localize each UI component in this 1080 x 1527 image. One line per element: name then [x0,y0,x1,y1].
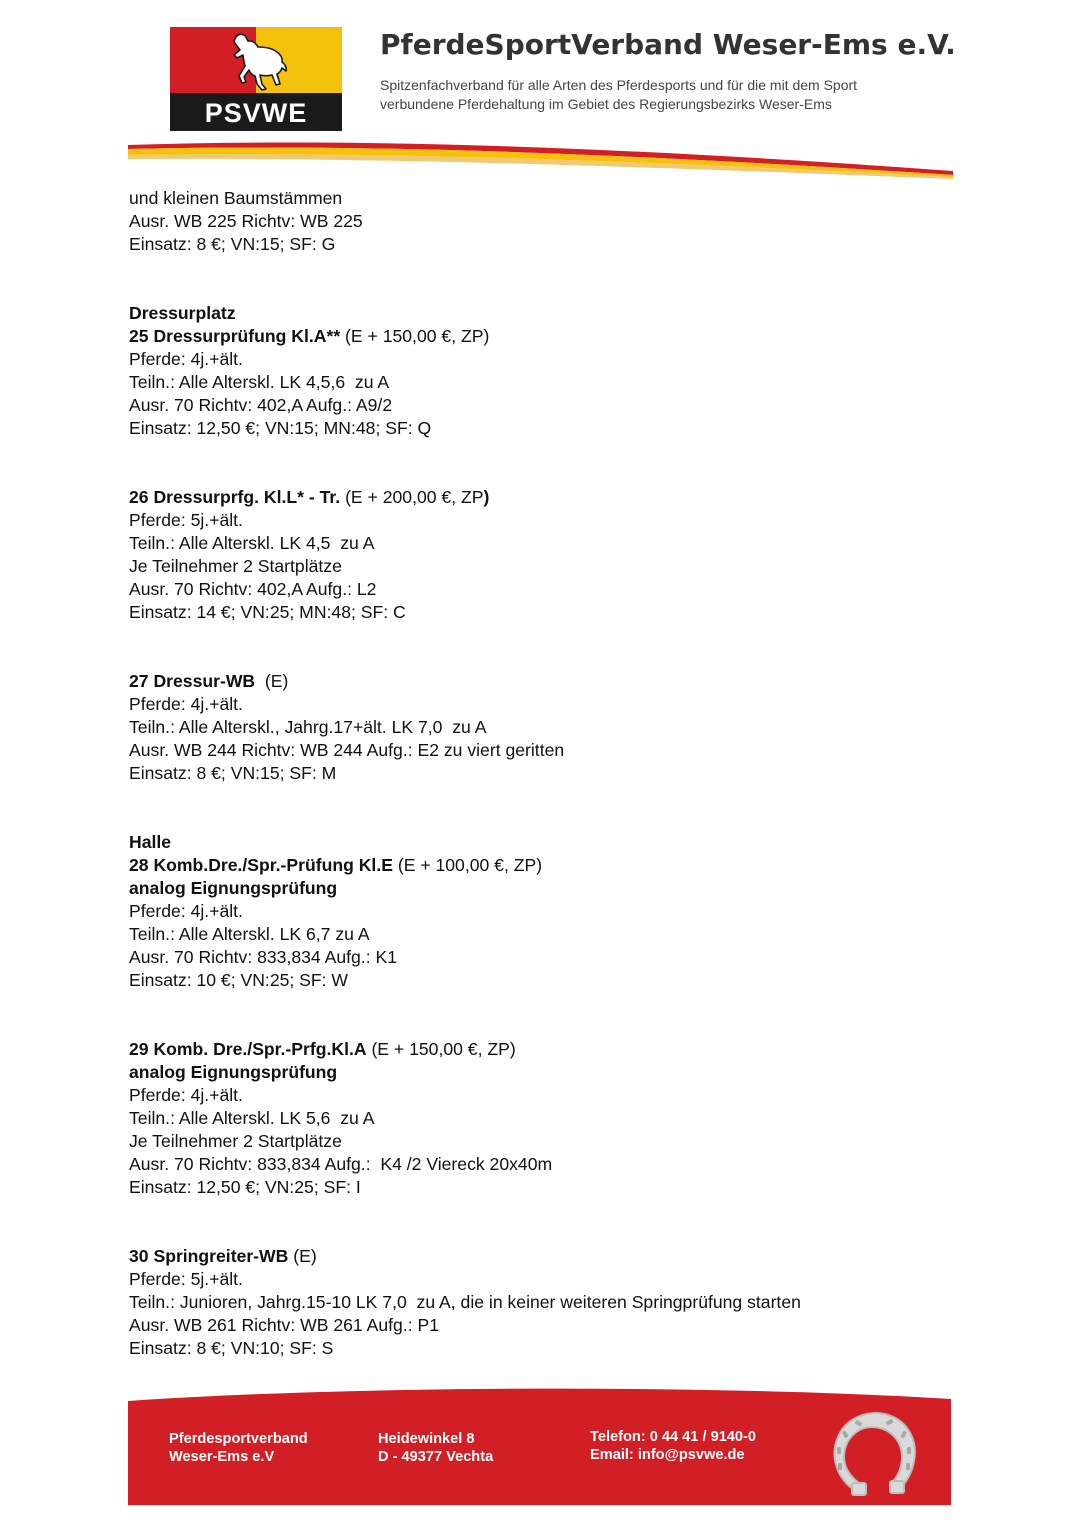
competition-subtitle: analog Eignungsprüfung [129,1062,338,1082]
subtitle-line: verbundene Pferdehaltung im Gebiet des Regierungsbezirks Weser-Ems [380,96,832,112]
competition-25 [129,302,959,440]
text-line: Teiln.: Alle Alterskl. LK 6,7 zu A [129,924,370,944]
text-line: Teiln.: Alle Alterskl., Jahrg.17+ält. LK 7,0 zu A [129,717,487,737]
footer-contact [590,1428,756,1464]
organization-title: PferdeSportVerband Weser-Ems e.V. [380,28,956,61]
text-line: Einsatz: 14 €; VN:25; MN:48; SF: C [129,602,406,622]
text-line: Pferde: 5j.+ält. [129,1269,243,1289]
text-line: Ausr. 70 Richtv: 833,834 Aufg.: K1 [129,947,397,967]
competition-26 [129,486,959,624]
competition-title: 26 Dressurprfg. Kl.L* - Tr. (E + 200,00 €, ZP) [129,487,490,507]
competition-27 [129,670,959,785]
header-swoosh [128,135,953,180]
competition-subtitle: analog Eignungsprüfung [129,878,338,898]
footer-phone: Telefon: 0 44 41 / 9140-0 [590,1429,757,1445]
text-line: Ausr. 70 Richtv: 402,A Aufg.: A9/2 [129,395,393,415]
competition-30 [129,1245,959,1360]
logo-wordmark: PSVWE [170,93,342,131]
subtitle-line: Spitzenfachverband für alle Arten des Pferdesports und für die mit dem Sport [380,77,858,93]
text-line: Teiln.: Alle Alterskl. LK 5,6 zu A [129,1108,375,1128]
text-line: Einsatz: 8 €; VN:15; SF: M [129,763,337,783]
text-line: Pferde: 4j.+ält. [129,694,243,714]
text-line: Teiln.: Alle Alterskl. LK 4,5 zu A [129,533,375,553]
text-line: Pferde: 4j.+ält. [129,901,243,921]
text-line: Teiln.: Alle Alterskl. LK 4,5,6 zu A [129,372,390,392]
competition-title: 28 Komb.Dre./Spr.-Prüfung Kl.E (E + 100,00 €, ZP) [129,855,543,875]
text-line: Einsatz: 10 €; VN:25; SF: W [129,970,349,990]
organization-subtitle [380,76,940,114]
text-line: Pferde: 4j.+ält. [129,1085,243,1105]
footer-email[interactable]: Email: info@psvwe.de [590,1447,745,1463]
footer-organization: Pferdesportverband Weser-Ems e.V [169,1431,308,1465]
text-line: Ausr. 70 Richtv: 833,834 Aufg.: K4 /2 Viereck 20x40m [129,1154,553,1174]
text-line: Einsatz: 12,50 €; VN:25; SF: I [129,1177,361,1197]
page-footer [128,1383,951,1505]
text-line: Je Teilnehmer 2 Startplätze [129,1131,342,1151]
competition-29 [129,1038,959,1199]
venue-heading: Halle [129,832,172,852]
competition-title: 25 Dressurprüfung Kl.A** (E + 150,00 €, ZP) [129,326,490,346]
document-body [129,187,959,1360]
psvwe-logo [170,27,342,131]
competition-title: 27 Dressur-WB (E) [129,671,289,691]
text-line: Pferde: 4j.+ält. [129,349,243,369]
text-line: Ausr. WB 261 Richtv: WB 261 Aufg.: P1 [129,1315,439,1335]
text-line: Einsatz: 8 €; VN:15; SF: G [129,234,336,254]
competition-28 [129,831,959,992]
competition-title: 29 Komb. Dre./Spr.-Prfg.Kl.A (E + 150,00 €, ZP) [129,1039,516,1059]
text-line: Ausr. WB 244 Richtv: WB 244 Aufg.: E2 zu viert geritten [129,740,565,760]
horseshoe-icon [826,1405,922,1499]
text-line: Ausr. WB 225 Richtv: WB 225 [129,211,363,231]
footer-address: Heidewinkel 8 D - 49377 Vechta [378,1431,494,1465]
text-line: Einsatz: 8 €; VN:10; SF: S [129,1338,334,1358]
text-line: Je Teilnehmer 2 Startplätze [129,556,342,576]
text-line: Teiln.: Junioren, Jahrg.15-10 LK 7,0 zu A, die in keiner weiteren Springprüfung starten [129,1292,801,1312]
horse-icon [222,31,292,93]
text-line: Ausr. 70 Richtv: 402,A Aufg.: L2 [129,579,377,599]
text-line: Pferde: 5j.+ält. [129,510,243,530]
text-line: und kleinen Baumstämmen [129,188,343,208]
competition-title: 30 Springreiter-WB (E) [129,1246,317,1266]
text-line: Einsatz: 12,50 €; VN:15; MN:48; SF: Q [129,418,432,438]
venue-heading: Dressurplatz [129,303,236,323]
intro-block [129,187,959,256]
